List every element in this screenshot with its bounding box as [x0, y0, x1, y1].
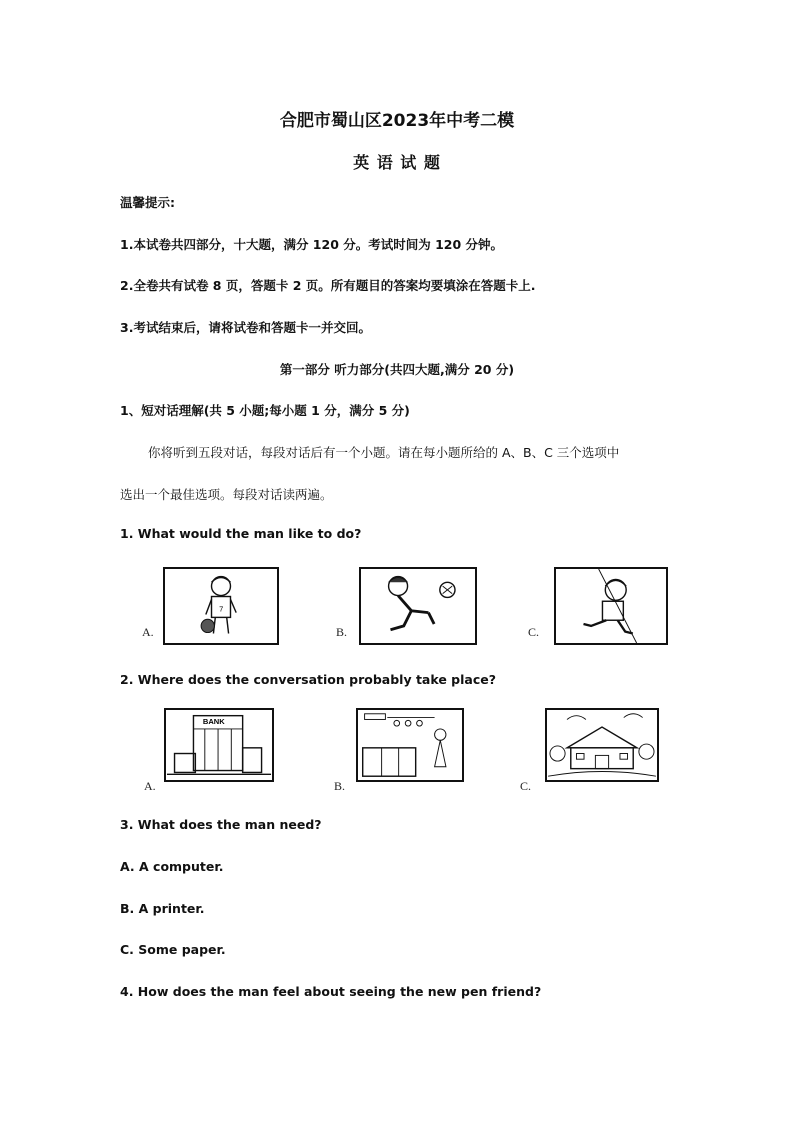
- svg-text:7: 7: [219, 604, 224, 614]
- notice-item-2: 2.全卷共有试卷 8 页，答题卡 2 页。所有题目的答案均要填涂在答题卡上.: [120, 278, 536, 293]
- page-subtitle: 英 语 试 题: [353, 153, 441, 172]
- question-2-option-c-label: C.: [520, 779, 532, 793]
- question-3-text: 3. What does the man need?: [120, 817, 322, 832]
- bank-sign-text: BANK: [202, 717, 225, 727]
- question-2-option-b-image[interactable]: [356, 708, 464, 782]
- boy-kicking-ball-icon: [361, 569, 475, 643]
- question-2-text: 2. Where does the conversation probably take place?: [120, 672, 496, 687]
- question-2-option-c-image[interactable]: [545, 708, 659, 782]
- question-1-option-b-label: B.: [336, 625, 348, 639]
- question-3-option-a[interactable]: A. A computer.: [120, 859, 224, 874]
- question-4-text: 4. How does the man feel about seeing the new pen friend?: [120, 984, 542, 999]
- kitchen-scene-icon: [358, 710, 462, 780]
- bank-building-icon: [166, 710, 272, 780]
- question-2-option-a-label: A.: [144, 779, 156, 793]
- question-1-option-a-label: A.: [142, 625, 154, 639]
- instruction-line-2: 选出一个最佳选项。每段对话读两遍。: [120, 487, 333, 502]
- question-1-option-c-label: C.: [528, 625, 540, 639]
- question-1-text: 1. What would the man like to do?: [120, 526, 362, 541]
- question-2-option-b-label: B.: [334, 779, 346, 793]
- section-title: 1、短对话理解(共 5 小题;每小题 1 分，满分 5 分): [120, 403, 410, 418]
- boy-basketball-icon: [165, 569, 277, 643]
- question-2-option-a-image[interactable]: [164, 708, 274, 782]
- question-1-option-c-image[interactable]: [554, 567, 668, 645]
- question-1-option-a-image[interactable]: [163, 567, 279, 645]
- question-3-option-c[interactable]: C. Some paper.: [120, 942, 226, 957]
- notice-item-1: 1.本试卷共四部分，十大题，满分 120 分。考试时间为 120 分钟。: [120, 237, 504, 252]
- instruction-line-1: 你将听到五段对话，每段对话后有一个小题。请在每小题所给的 A、B、C 三个选项中: [148, 445, 620, 460]
- school-building-icon: [547, 710, 657, 780]
- boy-running-icon: [556, 569, 666, 643]
- notice-heading: 温馨提示:: [120, 195, 175, 210]
- question-1-option-b-image[interactable]: [359, 567, 477, 645]
- page-title: 合肥市蜀山区2023年中考二模: [279, 111, 515, 131]
- part1-heading: 第一部分 听力部分(共四大题,满分 20 分): [279, 362, 515, 377]
- question-3-option-b[interactable]: B. A printer.: [120, 901, 205, 916]
- notice-item-3: 3.考试结束后，请将试卷和答题卡一并交回。: [120, 320, 371, 335]
